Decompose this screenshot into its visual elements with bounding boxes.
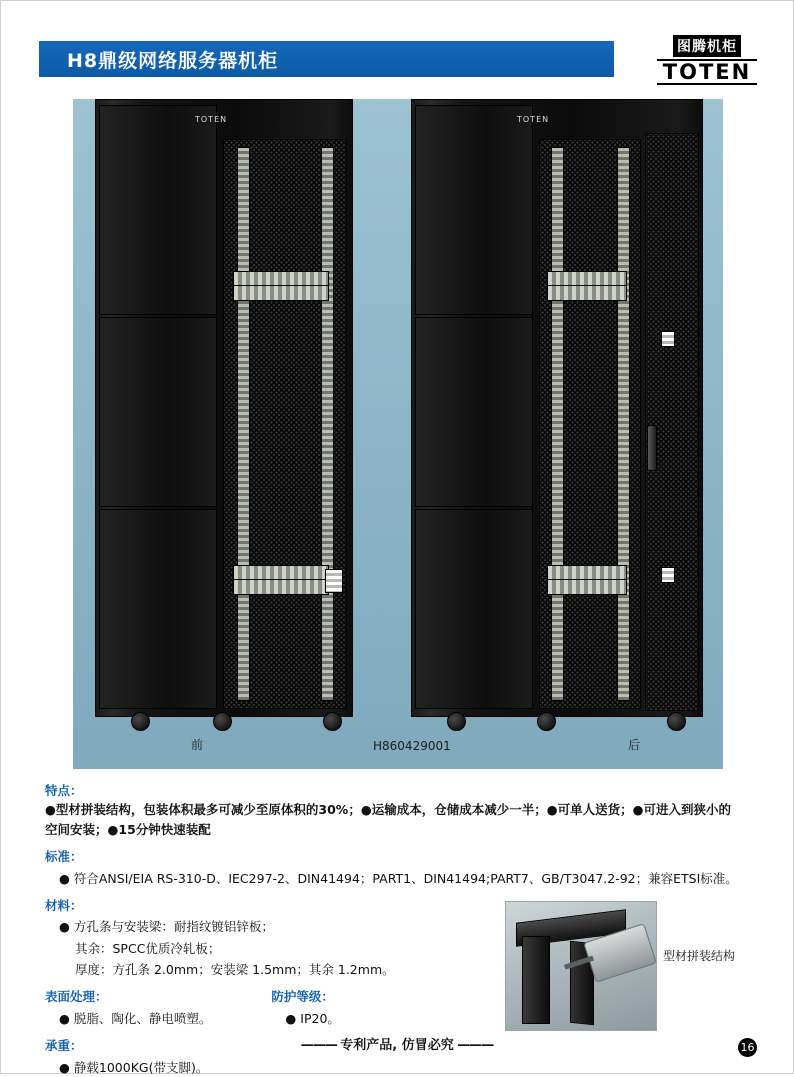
cabinet-crossbeam-upper2 bbox=[547, 285, 627, 301]
cabinet-hinge-plate bbox=[661, 331, 675, 347]
caption-model-code: H860429001 bbox=[373, 739, 451, 753]
cabinet-side-panel-upper bbox=[99, 105, 217, 315]
load-title: 承重： bbox=[45, 1038, 83, 1054]
cabinet-back-image bbox=[411, 99, 703, 717]
cabinet-mesh-door-right bbox=[645, 133, 699, 711]
page-title: H8鼎级网络服务器机柜 bbox=[67, 49, 279, 72]
standard-line: ● 符合ANSI/EIA RS-310-D、IEC297-2、DIN41494；PART1、DIN41494;PART7、GB/T3047.2-92；兼容ETSI标准。 bbox=[59, 870, 738, 886]
cabinet-mounting-rail-left bbox=[237, 147, 250, 701]
protection-line: ● IP20。 bbox=[285, 1010, 340, 1026]
features-title: 特点： bbox=[45, 783, 83, 798]
footer-slogan-text: 专利产品, 仿冒必究 bbox=[340, 1038, 454, 1053]
brand-logo-cn: 图腾机柜 bbox=[673, 35, 741, 57]
features-line-1: ●型材拼装结构，包装体积最多可减少至原体积的30%；●运输成本，仓储成本减少一半；●可单人送货；●可进入到狭小的 bbox=[45, 802, 732, 818]
cabinet-hinge-plate bbox=[661, 567, 675, 583]
cabinet-front-image bbox=[95, 99, 353, 717]
page-number: 16 bbox=[738, 1038, 757, 1057]
cabinet-crossbeam-lower2 bbox=[233, 579, 329, 595]
assembly-detail-caption: 型材拼装结构 bbox=[663, 949, 736, 963]
caster-wheel bbox=[537, 712, 556, 731]
material-line-2: 其余：SPCC优质冷轧板； bbox=[75, 940, 221, 956]
standard-title: 标准： bbox=[45, 849, 83, 865]
assembly-detail-photo bbox=[505, 901, 657, 1031]
profile-rail-left bbox=[522, 936, 550, 1024]
surface-title: 表面处理： bbox=[45, 989, 108, 1005]
brand-logo-en: TOTEN bbox=[657, 59, 757, 85]
cabinet-brand-tag: TOTEN bbox=[195, 115, 228, 124]
cabinet-mounting-rail-left bbox=[551, 147, 564, 701]
caster-wheel bbox=[323, 712, 342, 731]
cabinet-brand-tag: TOTEN bbox=[517, 115, 550, 124]
cabinet-door-handle bbox=[647, 425, 657, 471]
cabinet-side-panel-middle bbox=[415, 317, 533, 507]
material-line-3: 厚度：方孔条 2.0mm；安装梁 1.5mm；其余 1.2mm。 bbox=[75, 962, 395, 977]
load-line: ● 静载1000KG(带支脚)。 bbox=[59, 1059, 209, 1075]
caster-wheel bbox=[667, 712, 686, 731]
cabinet-side-panel-lower bbox=[99, 509, 217, 709]
cabinet-mounting-rail-right bbox=[617, 147, 630, 701]
surface-line: ● 脱脂、陶化、静电喷塑。 bbox=[59, 1010, 212, 1026]
caster-wheel bbox=[447, 712, 466, 731]
footer-dash-right: ——— bbox=[453, 1038, 494, 1053]
caster-wheel bbox=[131, 712, 150, 731]
cabinet-crossbeam-lower2 bbox=[547, 579, 627, 595]
cabinet-label-plate bbox=[325, 569, 343, 593]
cabinet-side-panel-middle bbox=[99, 317, 217, 507]
footer-slogan bbox=[1, 1034, 793, 1053]
footer-dash-left: ——— bbox=[300, 1038, 341, 1053]
material-title: 材料： bbox=[45, 897, 83, 913]
cabinet-crossbeam-upper2 bbox=[233, 285, 329, 301]
material-line-1: ● 方孔条与安装梁：耐指纹镀铝锌板； bbox=[59, 919, 274, 935]
protection-title: 防护等级： bbox=[271, 989, 334, 1005]
features-line-2: 空间安装；●15分钟快速装配 bbox=[45, 821, 211, 837]
cabinet-side-panel-lower bbox=[415, 509, 533, 709]
caption-back-view: 后 bbox=[628, 738, 641, 752]
cabinet-side-panel-upper bbox=[415, 105, 533, 315]
page-header-bar bbox=[39, 41, 614, 77]
brand-logo bbox=[657, 35, 757, 85]
caster-wheel bbox=[213, 712, 232, 731]
cabinet-mounting-rail-right bbox=[321, 147, 334, 701]
caption-front-view: 前 bbox=[191, 738, 204, 752]
product-photo bbox=[73, 99, 723, 769]
